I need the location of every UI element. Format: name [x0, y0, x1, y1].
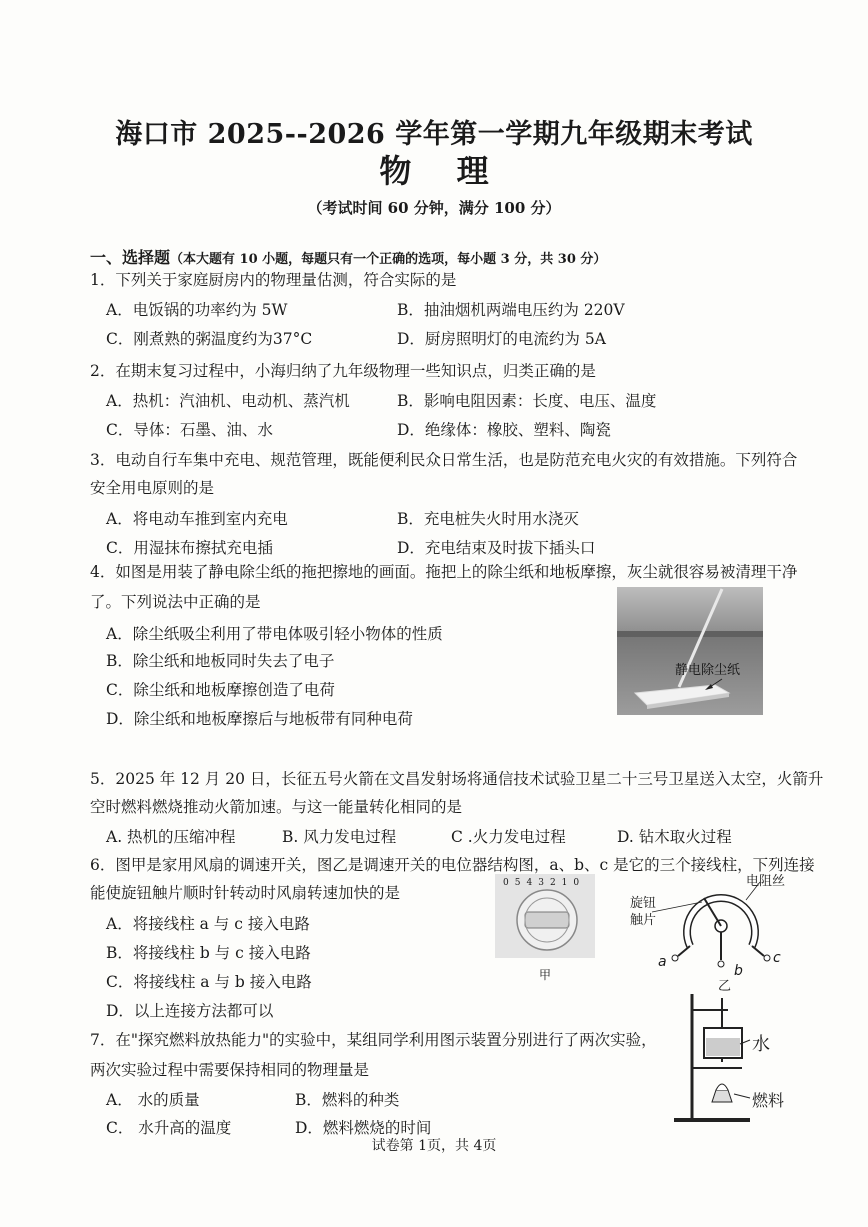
- option-b: B．燃料的种类: [295, 1091, 400, 1109]
- question-stem: 5．2025 年 12 月 20 日，长征五号火箭在文昌发射场将通信技术试验卫星二十三号卫星送入太空，火箭升: [90, 770, 824, 788]
- question-stem: 3．电动自行车集中充电、规范管理，既能便利民众日常生活，也是防范充电火灾的有效措施。下列符合: [90, 451, 798, 469]
- question-stem-cont: 空时燃料燃烧推动火箭加速。与这一能量转化相同的是: [90, 798, 463, 816]
- question-stem: 4．如图是用装了静电除尘纸的拖把擦地的画面。拖把上的除尘纸和地板摩擦，灰尘就很容易被清理干净: [90, 563, 798, 581]
- option-d: D．除尘纸和地板摩擦后与地板带有同种电荷: [106, 710, 413, 728]
- option-d: D．充电结束及时拔下插头口: [397, 539, 596, 557]
- question-stem-cont: 两次实验过程中需要保持相同的物理量是: [90, 1061, 370, 1079]
- contact-label: 触片: [630, 913, 657, 928]
- question-stem: 6．图甲是家用风扇的调速开关，图乙是调速开关的电位器结构图，a、b、c 是它的三个接线柱，下列连接: [90, 856, 815, 874]
- option-b: B．抽油烟机两端电压约为 220V: [397, 301, 625, 319]
- option-d: D．以上连接方法都可以: [106, 1002, 274, 1020]
- mop-photo: [617, 587, 763, 715]
- option-c: C．刚煮熟的粥温度约为37°C: [106, 330, 313, 348]
- dial-numbers: 0543210: [503, 878, 586, 888]
- option-b: B. 风力发电过程: [282, 828, 397, 846]
- dial-switch-photo: [495, 874, 595, 958]
- option-c: C .火力发电过程: [451, 828, 566, 846]
- option-a: A． 水的质量: [106, 1091, 200, 1109]
- terminal-a-label: a: [658, 954, 667, 970]
- option-d: D．厨房照明灯的电流约为 5A: [397, 330, 606, 348]
- subject-title: 物 理: [379, 152, 489, 190]
- figure-jia-label: 甲: [539, 968, 552, 982]
- section-title: 一、选择题: [90, 248, 171, 267]
- exam-note: （考试时间 60 分钟，满分 100 分）: [307, 199, 561, 217]
- question-stem: 1．下列关于家庭厨房内的物理量估测，符合实际的是: [90, 271, 457, 289]
- option-c: C．用湿抹布擦拭充电插: [106, 539, 273, 557]
- option-d: D．绝缘体：橡胶、塑料、陶瓷: [397, 421, 611, 439]
- option-c: C． 水升高的温度: [106, 1119, 232, 1137]
- fuel-label: 燃料: [752, 1091, 785, 1110]
- section-desc: （本大题有 10 小题，每题只有一个正确的选项，每小题 3 分，共 30 分）: [170, 252, 607, 267]
- option-a: A．热机：汽油机、电动机、蒸汽机: [106, 392, 350, 410]
- question-stem: 7．在"探究燃料放热能力"的实验中，某组同学利用图示装置分别进行了两次实验，: [90, 1031, 657, 1049]
- figure-yi-label: 乙: [718, 979, 732, 994]
- option-c: C．导体：石墨、油、水: [106, 421, 273, 439]
- option-a: A. 热机的压缩冲程: [106, 828, 236, 846]
- resistance-wire-label: 电阻丝: [746, 874, 786, 889]
- question-stem-cont: 能使旋钮触片顺时针转动时风扇转速加快的是: [90, 884, 401, 902]
- figure-label: 静电除尘纸: [675, 663, 741, 678]
- option-b: B．充电桩失火时用水浇灭: [397, 510, 579, 528]
- option-c: C．除尘纸和地板摩擦创造了电荷: [106, 681, 335, 699]
- exam-title: 海口市 2025--2026 学年第一学期九年级期末考试: [115, 119, 753, 150]
- heating-apparatus-diagram: [670, 990, 820, 1130]
- option-d: D. 钻木取火过程: [617, 828, 732, 846]
- page-footer: 试卷第 1页，共 4页: [371, 1138, 497, 1154]
- option-b: B．除尘纸和地板同时失去了电子: [106, 652, 335, 670]
- option-a: A．电饭锅的功率约为 5W: [106, 301, 288, 319]
- option-a: A．将电动车推到室内充电: [106, 510, 288, 528]
- potentiometer-diagram: [630, 868, 800, 994]
- question-stem: 2．在期末复习过程中，小海归纳了九年级物理一些知识点，归类正确的是: [90, 362, 596, 380]
- knob-label: 旋钮: [630, 896, 657, 911]
- section-heading: [90, 245, 606, 268]
- question-stem-cont: 了。下列说法中正确的是: [90, 593, 261, 611]
- option-d: D．燃料燃烧的时间: [295, 1119, 432, 1137]
- terminal-b-label: b: [734, 963, 743, 979]
- terminal-c-label: c: [773, 950, 781, 966]
- option-b: B．影响电阻因素：长度、电压、温度: [397, 392, 657, 410]
- option-b: B．将接线柱 b 与 c 接入电路: [106, 944, 311, 962]
- option-a: A．将接线柱 a 与 c 接入电路: [106, 915, 310, 933]
- water-label: 水: [752, 1034, 770, 1055]
- option-c: C．将接线柱 a 与 b 接入电路: [106, 973, 312, 991]
- option-a: A．除尘纸吸尘利用了带电体吸引轻小物体的性质: [106, 625, 443, 643]
- question-stem-cont: 安全用电原则的是: [90, 479, 215, 497]
